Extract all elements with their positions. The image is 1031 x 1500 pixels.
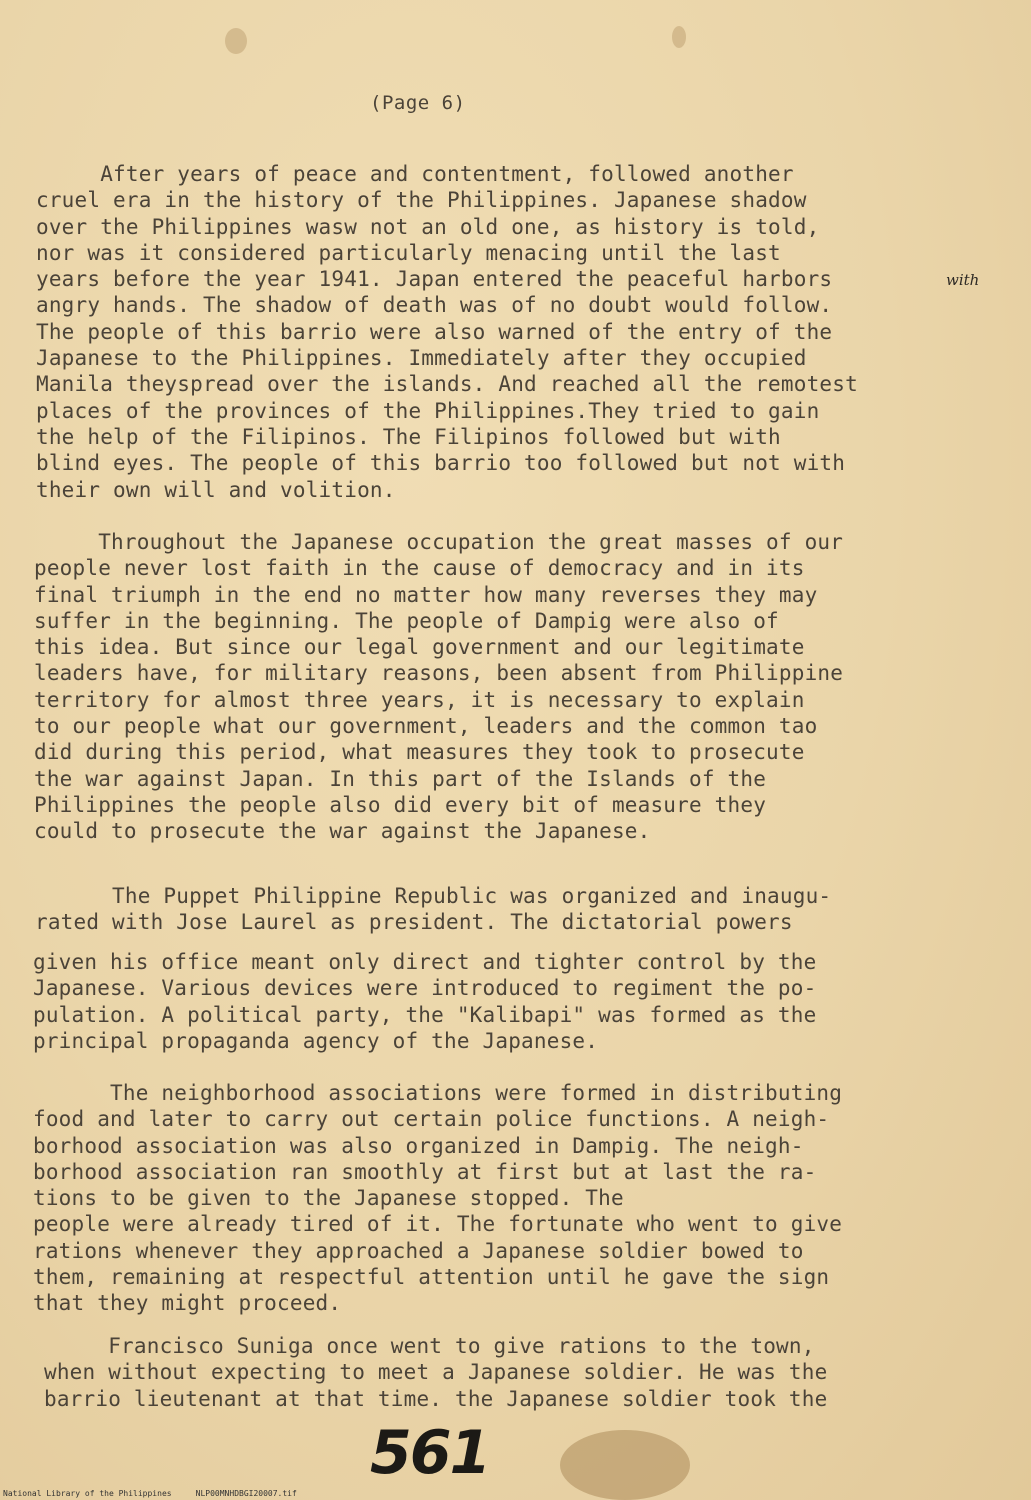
archive-footer: National Library of the Philippines NLP00MNHDBGI20007.tif (3, 1489, 297, 1498)
paragraph-occupation-intro: After years of peace and contentment, followed another cruel era in the history of the Philippines. Japanese shadow over the Philippines wasw not an old one, as history is told, nor was it considered particularly menacing until the last years before the year 1941. Japan entered the peaceful harbors angry hands. The shadow of death was of no doubt would follow. The people of this barrio were also warned of the entry of the Japanese to the Philippines. Immediately after they occupied Manila theyspread over the islands. And reached all the remotest places of the provinces of the Philippines.They tried to gain the help of the Filipinos. The Filipinos followed but with blind eyes. The people of this barrio too followed but not with their own will and volition. (36, 162, 858, 502)
stain-bottom-right (560, 1430, 690, 1500)
handwritten-margin-note: with (946, 271, 980, 289)
paragraph-puppet-republic: The Puppet Philippine Republic was organized and inaugu- rated with Jose Laurel as president. The dictatorial powers (35, 884, 832, 935)
paragraph-francisco-suniga: Francisco Suniga once went to give rations to the town, when without expecting to meet a Japanese soldier. He was the barrio lieutenant at that time. the Japanese soldier took the (44, 1334, 828, 1411)
stain-top-right (672, 26, 686, 48)
paragraph-faith-in-democracy: Throughout the Japanese occupation the great masses of our people never lost faith in the cause of democracy and in its final triumph in the end no matter how many reverses they may suffer in the beginning. The people of Dampig were also of this idea. But since our legal government and our legitimate leaders have, for military reasons, been absent from Philippine territory for almost three years, it is necessary to explain to our people what our government, leaders and the common tao did during this period, what measures they took to prosecute the war against Japan. In this part of the Islands of the Philippines the people also did every bit of measure they could to prosecute the war against the Japanese. (34, 530, 844, 844)
stain-top (225, 28, 247, 54)
paragraph-neighborhood-associations: The neighborhood associations were formed in distributing food and later to carry out certain police functions. A neigh- borhood association was also organized in Dampig. The neigh- borhood association ran smoothly at first but at last the ra- tions to be given to the Japanese stopped. The people were already tired of it. The fortunate who went to give rations whenever they approached a Japanese soldier bowed to them, remaining at respectful attention until he gave the sign that they might proceed. (33, 1081, 843, 1316)
handwritten-page-number: 561 (370, 1418, 490, 1488)
paragraph-puppet-republic-cont: given his office meant only direct and tighter control by the Japanese. Various devices were introduced to regiment the po- pulation. A political party, the "Kalibapi" was formed as the principal propaganda agency of the Japanese. (33, 950, 817, 1053)
page-header: (Page 6) (370, 92, 466, 114)
